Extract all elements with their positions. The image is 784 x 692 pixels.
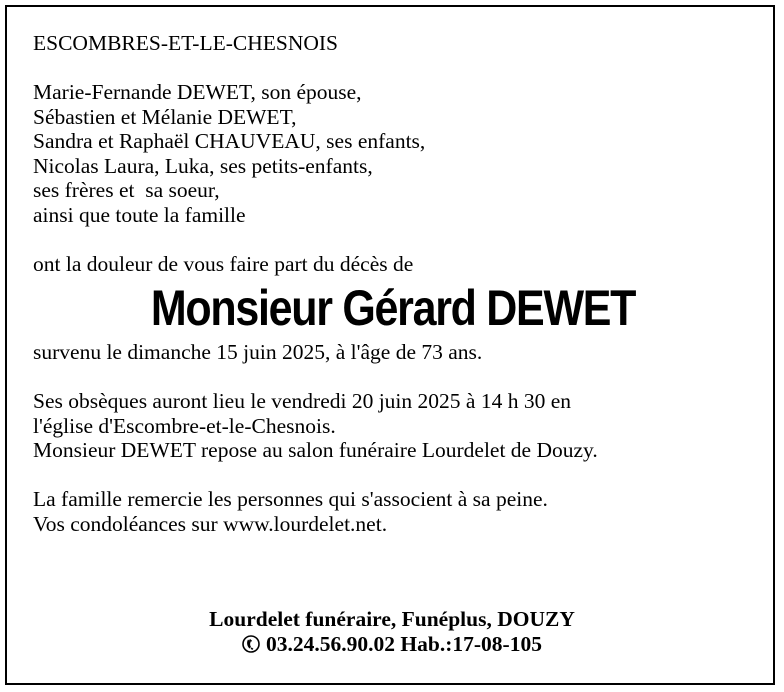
notice-body xyxy=(33,31,753,536)
company-name: Lourdelet funéraire, Funéplus, DOUZY xyxy=(209,607,575,631)
family-line: Marie-Fernande DEWET, son épouse, xyxy=(33,80,362,104)
location-heading: ESCOMBRES-ET-LE-CHESNOIS xyxy=(33,31,339,55)
spacer xyxy=(33,56,753,81)
spacer xyxy=(33,227,753,252)
phone-icon xyxy=(242,634,260,652)
family-line: Sandra et Raphaël CHAUVEAU, ses enfants, xyxy=(33,129,426,153)
thanks-line: Vos condoléances sur www.lourdelet.net. xyxy=(33,511,388,536)
family-line: Nicolas Laura, Luka, ses petits-enfants, xyxy=(33,153,373,178)
death-info: survenu le dimanche 15 juin 2025, à l'âge de 73 ans. xyxy=(33,340,483,364)
contact-line xyxy=(7,632,777,657)
contact-numbers: 03.24.56.90.02 Hab.:17-08-105 xyxy=(266,632,542,656)
deceased-name: Monsieur Gérard DEWET xyxy=(150,280,636,336)
family-line: ses frères et sa soeur, xyxy=(33,178,220,202)
family-line: Sébastien et Mélanie DEWET, xyxy=(33,104,297,129)
funeral-line: Monsieur DEWET repose au salon funéraire Lourdelet de Douzy. xyxy=(33,438,598,462)
announcement-text: ont la douleur de vous faire part du décès de xyxy=(33,251,414,276)
funeral-home-footer xyxy=(7,607,777,657)
spacer xyxy=(33,365,753,390)
funeral-line: l'église d'Escombre-et-le-Chesnois. xyxy=(33,413,336,438)
funeral-line: Ses obsèques auront lieu le vendredi 20 juin 2025 à 14 h 30 en xyxy=(33,389,571,413)
obituary-notice xyxy=(5,5,775,685)
spacer xyxy=(33,463,753,488)
family-line: ainsi que toute la famille xyxy=(33,202,246,227)
thanks-line: La famille remercie les personnes qui s'associent à sa peine. xyxy=(33,487,548,511)
